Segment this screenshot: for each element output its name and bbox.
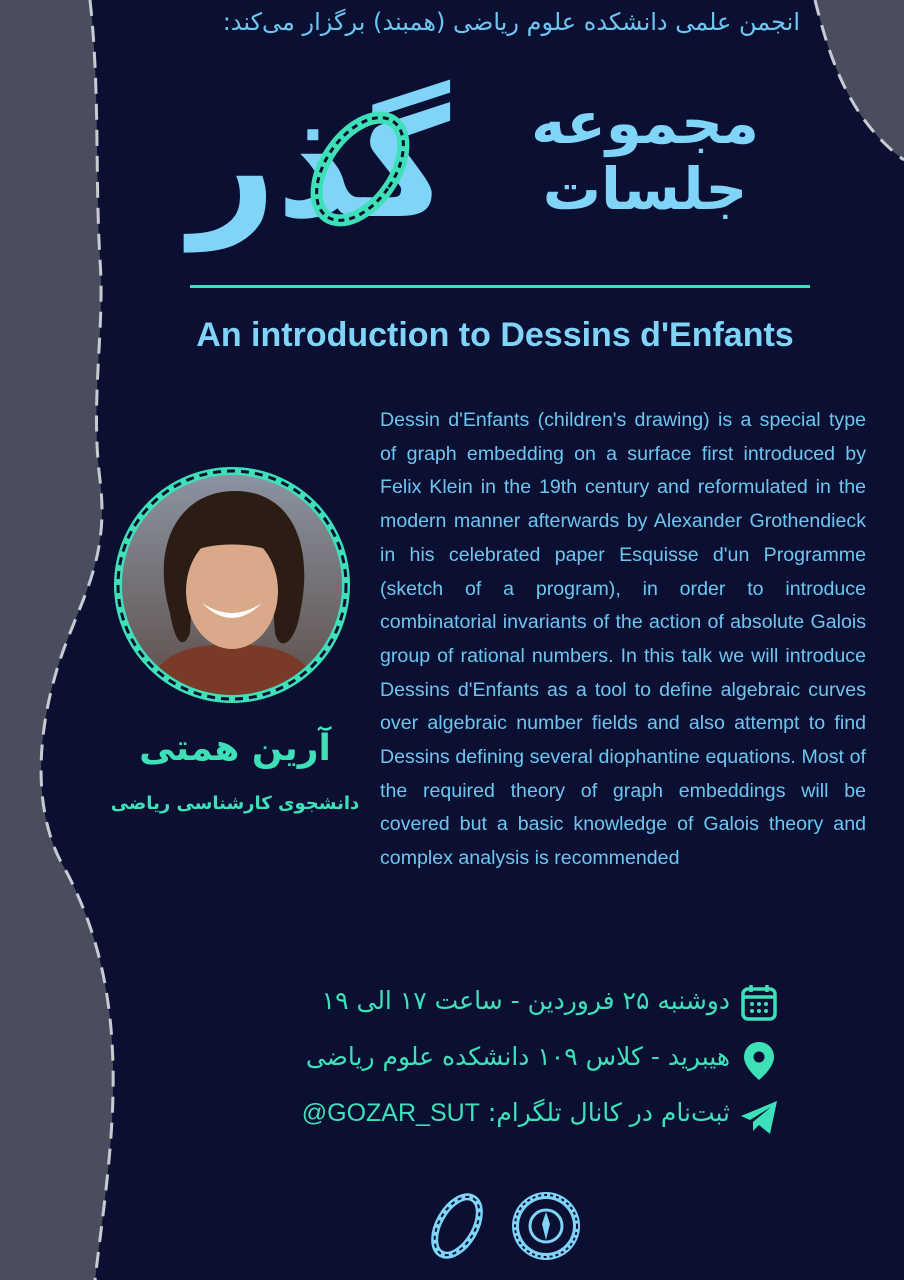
speaker-role: دانشجوی کارشناسی ریاضی: [110, 793, 360, 814]
organizer-text: انجمن علمی دانشکده علوم ریاضی (همبند) برگزار می‌کند:: [222, 8, 800, 36]
title-divider: [190, 285, 810, 288]
registration-info: [230, 1098, 730, 1128]
series-line-1: مجموعه: [531, 89, 759, 157]
location-icon: [738, 1040, 780, 1082]
telegram-icon: [738, 1096, 780, 1138]
event-date: دوشنبه ۲۵ فروردین - ساعت ۱۷ الی ۱۹: [321, 986, 730, 1015]
series-title: [510, 90, 780, 222]
ring-logo-icon: [424, 1190, 490, 1262]
abstract-text: Dessin d'Enfants (children's drawing) is a special type of graph embedding on a surface first introduced by Felix Klein in the 19th century and reformulated in the modern manner afterwards by Alexander Grothendieck in his celebrated paper Esquisse d'un Programme (sketch of a program), in order to introduce combinatorial invariants of the action of absolute Galois group of rational numbers. In this talk we will introduce Dessins d'Enfants as a tool to define algebraic curves over algebraic number fields and also attempt to find Dessins defining several diophantine equations. Most of the required theory of graph embeddings will be covered but a basic knowledge of Galois theory and complex analysis is recommended: [380, 409, 866, 870]
speaker-photo: [110, 463, 354, 707]
university-seal-icon: [510, 1190, 582, 1262]
series-name: گذر: [189, 78, 451, 252]
registration-label: ثبت‌نام در کانال تلگرام:: [487, 1098, 730, 1127]
series-line-2: جلسات: [542, 155, 748, 223]
calendar-icon: [738, 982, 780, 1024]
talk-title: An introduction to Dessins d'Enfants: [196, 316, 794, 354]
ring-logo-icon: [300, 104, 420, 234]
telegram-handle-link[interactable]: @GOZAR_SUT: [301, 1099, 480, 1127]
speaker-name: آرین همتی: [139, 728, 331, 769]
event-location: هیبرید - کلاس ۱۰۹ دانشکده علوم ریاضی: [305, 1042, 730, 1071]
